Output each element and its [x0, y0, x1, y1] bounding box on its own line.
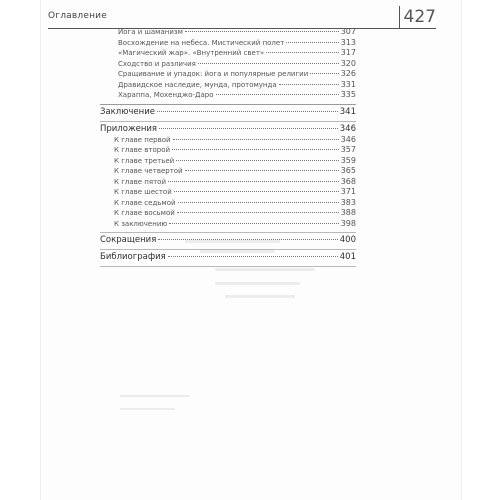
toc-entry-label: К главе восьмой — [114, 209, 175, 217]
section-divider — [100, 121, 356, 122]
toc-entry-appendix[interactable] — [100, 124, 356, 135]
toc-entry-label: Дравидское наследие, мунда, протомунда — [118, 80, 277, 89]
toc-entry-label: «Магический жар». «Внутренний свет» — [118, 49, 265, 57]
dot-leader — [177, 211, 339, 213]
toc-entry[interactable] — [100, 156, 356, 167]
section-divider — [100, 266, 356, 267]
toc-entry-page: 335 — [340, 90, 356, 99]
toc-entry-abbreviations[interactable] — [100, 235, 356, 246]
toc-entry[interactable] — [100, 27, 356, 38]
toc-entry[interactable] — [100, 90, 356, 101]
toc-entry-page: 400 — [339, 235, 356, 245]
dot-leader — [168, 255, 338, 257]
toc-entry-page: 357 — [340, 145, 356, 154]
dot-leader — [172, 148, 339, 150]
dot-leader — [158, 238, 337, 240]
dot-leader — [169, 222, 338, 224]
dot-leader — [159, 127, 338, 129]
toc-entry-page: 331 — [340, 79, 356, 89]
dot-leader — [168, 180, 339, 182]
toc-entry-label: Заключение — [100, 106, 155, 117]
toc-entry-page: 320 — [340, 58, 356, 68]
toc-entry[interactable] — [100, 135, 356, 146]
toc-entry-page: 317 — [340, 48, 356, 57]
toc-entry-label: К заключению — [114, 219, 168, 228]
toc-entry-label: К главе седьмой — [114, 198, 176, 207]
dot-leader — [174, 190, 339, 192]
toc-entry-page: 371 — [340, 187, 356, 196]
toc-entry-page: 401 — [339, 252, 356, 262]
toc-entry-label: Приложения — [100, 123, 158, 134]
dot-leader — [176, 159, 339, 161]
toc-entry[interactable] — [100, 69, 356, 80]
dot-leader — [185, 30, 339, 32]
toc-entry-label: К главе четвертой — [114, 167, 183, 175]
table-of-contents — [100, 27, 356, 269]
toc-entry-label: Хараппа, Мохенджо-Даро — [118, 91, 214, 99]
dot-leader — [157, 110, 338, 112]
toc-entry-label: К главе шестой — [114, 188, 172, 196]
toc-entry-label: К главе первой — [114, 135, 171, 144]
toc-entry-label: К главе третьей — [114, 156, 175, 165]
toc-entry-bibliography[interactable] — [100, 252, 356, 263]
toc-entry-page: 388 — [340, 208, 356, 217]
section-divider — [100, 232, 356, 233]
toc-entry[interactable] — [100, 166, 356, 177]
dot-leader — [286, 41, 338, 43]
toc-entry-page: 346 — [339, 123, 356, 134]
running-header — [48, 8, 436, 29]
dot-leader — [198, 62, 339, 64]
toc-entry-page: 307 — [340, 27, 356, 36]
toc-entry-page: 398 — [340, 218, 356, 228]
toc-entry-page: 383 — [340, 197, 356, 207]
toc-entry-label: Сокращения — [100, 235, 157, 245]
toc-entry-conclusion[interactable] — [100, 107, 356, 118]
dot-leader — [185, 169, 339, 171]
toc-entry-page: 368 — [340, 176, 356, 186]
toc-entry[interactable] — [100, 208, 356, 219]
page-number: 427 — [399, 6, 436, 28]
section-divider — [100, 104, 356, 105]
toc-entry[interactable] — [100, 48, 356, 59]
toc-entry-label: Восхождение на небеса. Мистический полет — [118, 38, 285, 47]
toc-entry-page: 326 — [340, 69, 356, 78]
dot-leader — [279, 83, 339, 85]
toc-entry-page: 365 — [340, 166, 356, 175]
dot-leader — [216, 93, 339, 95]
section-divider — [100, 249, 356, 250]
toc-entry[interactable] — [100, 59, 356, 70]
dot-leader — [178, 201, 339, 203]
toc-entry-label: Сращивание и упадок: йога и популярные религии — [118, 70, 309, 78]
bleed-through-mark — [120, 395, 190, 397]
toc-entry-label: Йога и шаманизм — [118, 28, 183, 36]
toc-entry[interactable] — [100, 80, 356, 91]
toc-entry-label: К главе пятой — [114, 177, 166, 186]
dot-leader — [173, 138, 339, 140]
dot-leader — [310, 72, 338, 74]
toc-entry[interactable] — [100, 198, 356, 209]
toc-entry[interactable] — [100, 177, 356, 188]
toc-entry[interactable] — [100, 219, 356, 230]
toc-entry[interactable] — [100, 145, 356, 156]
header-title: Оглавление — [48, 11, 107, 21]
bleed-through-mark — [120, 408, 175, 410]
bleed-through-mark — [215, 282, 300, 285]
toc-entry[interactable] — [100, 38, 356, 49]
toc-entry-page: 313 — [340, 37, 356, 47]
dot-leader — [266, 51, 339, 53]
toc-entry[interactable] — [100, 187, 356, 198]
toc-entry-page: 346 — [340, 134, 356, 144]
toc-entry-label: Библиография — [100, 252, 166, 262]
toc-entry-page: 359 — [340, 155, 356, 165]
bleed-through-mark — [225, 295, 295, 298]
toc-entry-label: Сходство и различия — [118, 59, 196, 68]
toc-entry-page: 341 — [339, 106, 356, 117]
toc-entry-label: К главе второй — [114, 146, 171, 154]
